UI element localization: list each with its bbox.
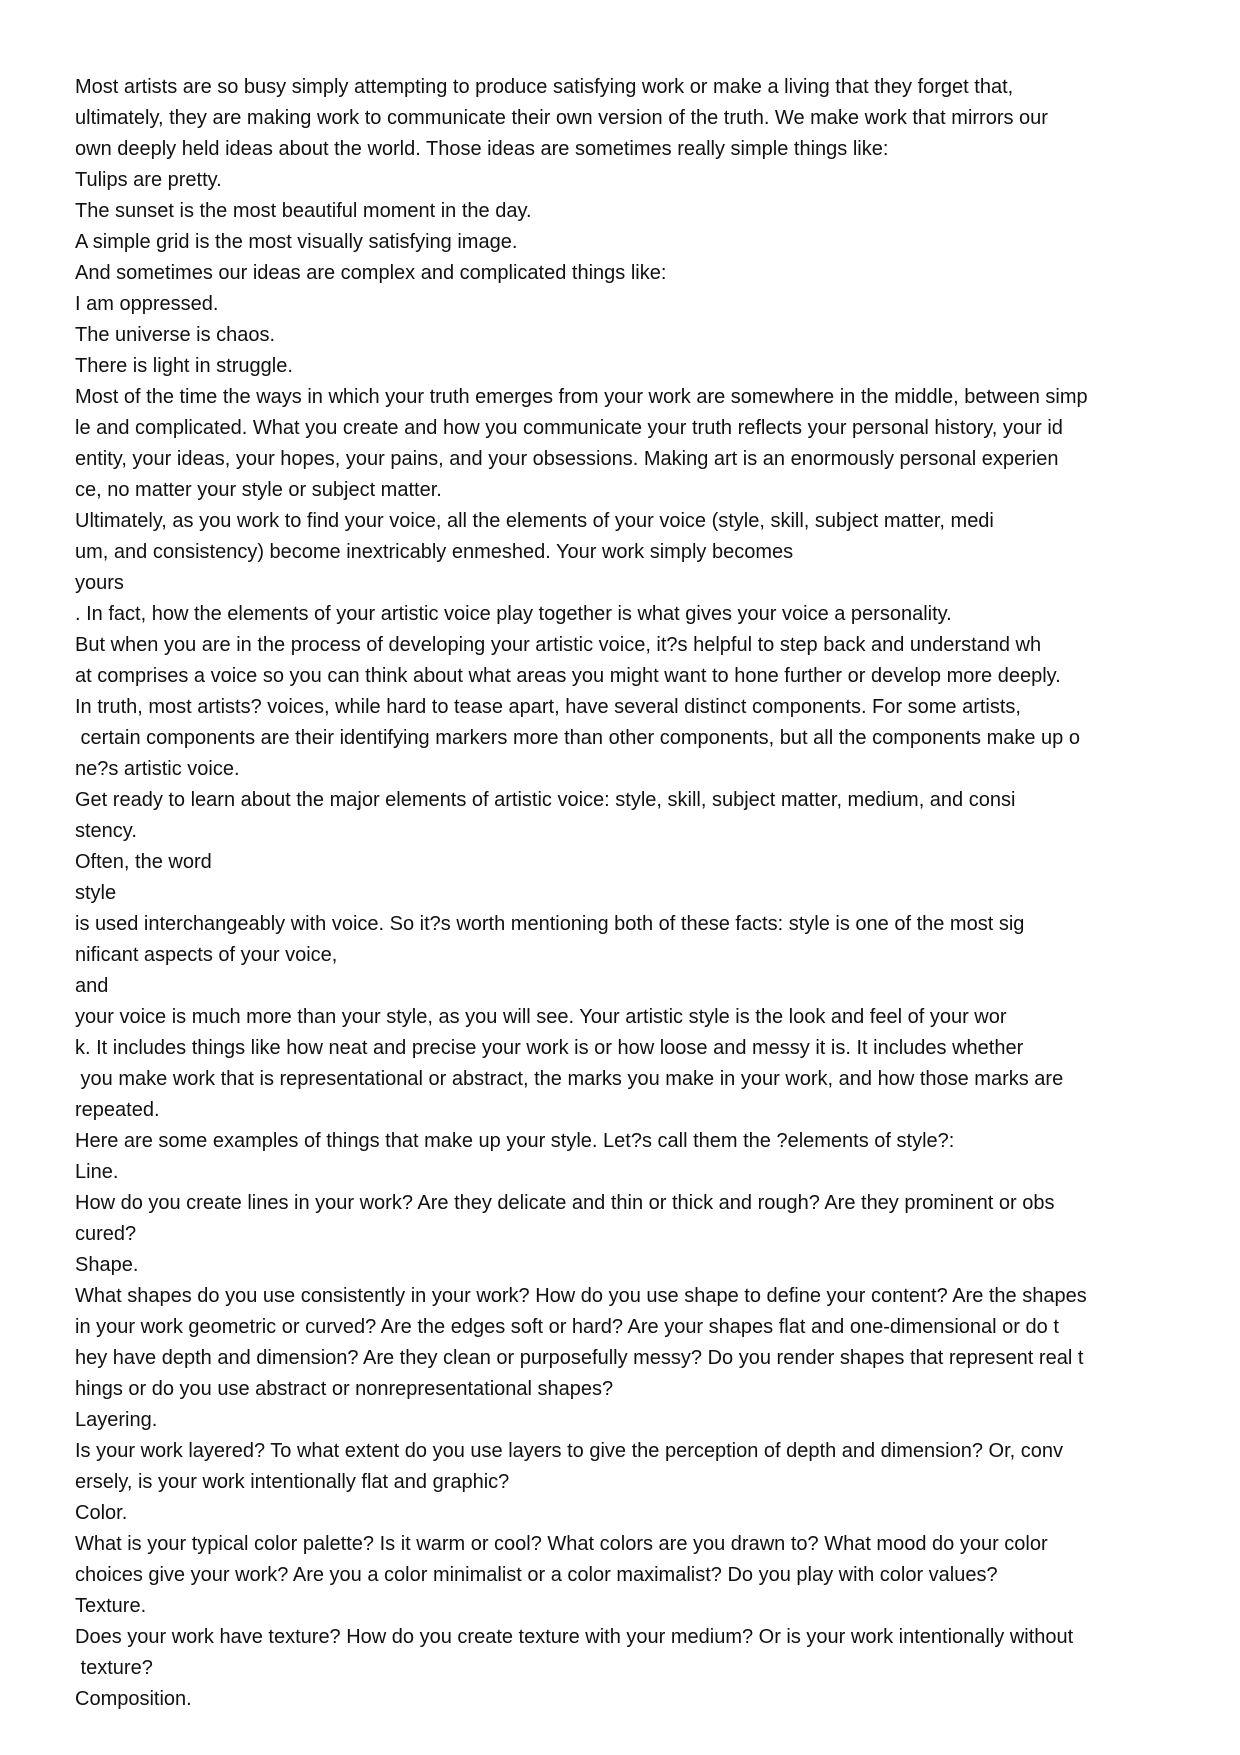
text-line: And sometimes our ideas are complex and complicated things like: bbox=[75, 262, 667, 284]
text-line: is used interchangeably with voice. So it?s worth mentioning both of these facts: style is one of the most sig bbox=[75, 913, 1025, 935]
text-line: . In fact, how the elements of your artistic voice play together is what gives your voice a personality. bbox=[75, 603, 952, 625]
text-line: own deeply held ideas about the world. Those ideas are sometimes really simple things like: bbox=[75, 138, 889, 160]
text-line: texture? bbox=[75, 1657, 153, 1679]
document-body bbox=[75, 72, 1175, 1715]
text-line: ne?s artistic voice. bbox=[75, 758, 240, 780]
text-line: choices give your work? Are you a color minimalist or a color maximalist? Do you play with color values? bbox=[75, 1564, 998, 1586]
text-line: In truth, most artists? voices, while hard to tease apart, have several distinct components. For some artists, bbox=[75, 696, 1021, 718]
text-line: Most of the time the ways in which your truth emerges from your work are somewhere in the middle, between simp bbox=[75, 386, 1088, 408]
text-line: Line. bbox=[75, 1161, 119, 1183]
text-line: Tulips are pretty. bbox=[75, 169, 222, 191]
text-line: There is light in struggle. bbox=[75, 355, 293, 377]
text-line: certain components are their identifying markers more than other components, but all the components make up o bbox=[75, 727, 1080, 749]
text-line: hings or do you use abstract or nonrepresentational shapes? bbox=[75, 1378, 614, 1400]
text-line: yours bbox=[75, 572, 124, 594]
text-line: Most artists are so busy simply attempting to produce satisfying work or make a living that they forget that, bbox=[75, 76, 1014, 98]
text-line: entity, your ideas, your hopes, your pains, and your obsessions. Making art is an enormously personal experien bbox=[75, 448, 1059, 470]
text-line: cured? bbox=[75, 1223, 137, 1245]
text-line: Layering. bbox=[75, 1409, 158, 1431]
text-line: ultimately, they are making work to communicate their own version of the truth. We make work that mirrors our bbox=[75, 107, 1048, 129]
text-line: Often, the word bbox=[75, 851, 212, 873]
text-line: um, and consistency) become inextricably enmeshed. Your work simply becomes bbox=[75, 541, 794, 563]
text-line: repeated. bbox=[75, 1099, 160, 1121]
text-line: le and complicated. What you create and how you communicate your truth reflects your personal history, your id bbox=[75, 417, 1063, 439]
text-line: Texture. bbox=[75, 1595, 147, 1617]
text-line: nificant aspects of your voice, bbox=[75, 944, 338, 966]
text-line: Ultimately, as you work to find your voice, all the elements of your voice (style, skill, subject matter, medi bbox=[75, 510, 994, 532]
text-line: Composition. bbox=[75, 1688, 192, 1710]
text-line: Does your work have texture? How do you create texture with your medium? Or is your work intentionally without bbox=[75, 1626, 1074, 1648]
text-line: Here are some examples of things that make up your style. Let?s call them the ?elements of style?: bbox=[75, 1130, 955, 1152]
text-line: ersely, is your work intentionally flat and graphic? bbox=[75, 1471, 510, 1493]
text-line: What is your typical color palette? Is it warm or cool? What colors are you drawn to? What mood do your color bbox=[75, 1533, 1048, 1555]
text-line: in your work geometric or curved? Are the edges soft or hard? Are your shapes flat and one-dimensional or do t bbox=[75, 1316, 1059, 1338]
text-line: But when you are in the process of developing your artistic voice, it?s helpful to step back and understand wh bbox=[75, 634, 1042, 656]
text-line: What shapes do you use consistently in your work? How do you use shape to define your content? Are the shapes bbox=[75, 1285, 1087, 1307]
text-line: ce, no matter your style or subject matter. bbox=[75, 479, 442, 501]
text-line: Is your work layered? To what extent do you use layers to give the perception of depth and dimension? Or, conv bbox=[75, 1440, 1063, 1462]
text-line: A simple grid is the most visually satisfying image. bbox=[75, 231, 518, 253]
text-line: style bbox=[75, 882, 117, 904]
text-line: Color. bbox=[75, 1502, 128, 1524]
text-line: Get ready to learn about the major elements of artistic voice: style, skill, subject matter, medium, and consi bbox=[75, 789, 1016, 811]
text-line: you make work that is representational or abstract, the marks you make in your work, and how those marks are bbox=[75, 1068, 1064, 1090]
text-line: at comprises a voice so you can think about what areas you might want to hone further or develop more deeply. bbox=[75, 665, 1061, 687]
text-line: stency. bbox=[75, 820, 137, 842]
text-line: The universe is chaos. bbox=[75, 324, 276, 346]
text-line: k. It includes things like how neat and precise your work is or how loose and messy it is. It includes whether bbox=[75, 1037, 1024, 1059]
text-line: I am oppressed. bbox=[75, 293, 219, 315]
text-line: How do you create lines in your work? Are they delicate and thin or thick and rough? Are they prominent or obs bbox=[75, 1192, 1055, 1214]
text-line: Shape. bbox=[75, 1254, 139, 1276]
text-line: The sunset is the most beautiful moment in the day. bbox=[75, 200, 532, 222]
text-line: your voice is much more than your style, as you will see. Your artistic style is the look and feel of your wor bbox=[75, 1006, 1007, 1028]
text-line: and bbox=[75, 975, 109, 997]
text-line: hey have depth and dimension? Are they clean or purposefully messy? Do you render shapes that represent real t bbox=[75, 1347, 1084, 1369]
